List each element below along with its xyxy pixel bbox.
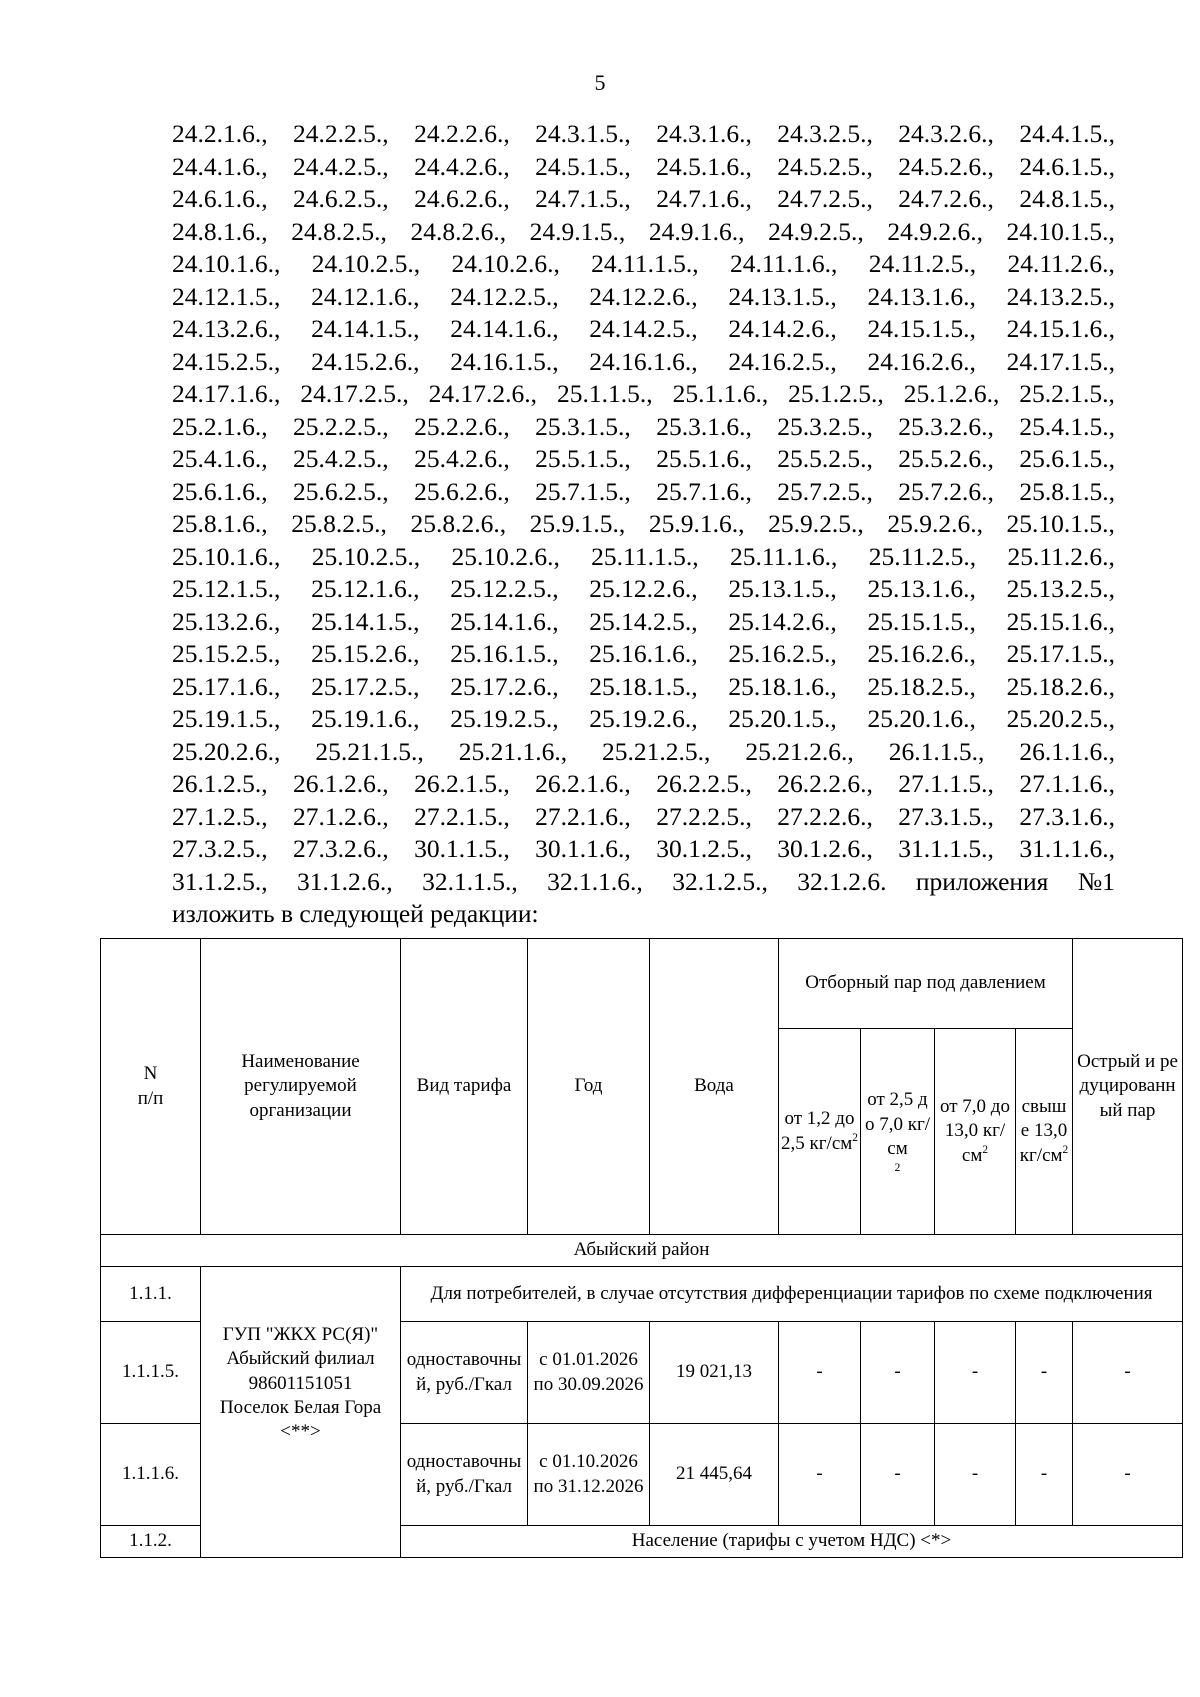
- clause-reference: 25.2.2.5.,: [293, 411, 389, 441]
- organization-name: ГУП "ЖКХ РС(Я)" Абыйский филиал 98601151051: [222, 1324, 379, 1394]
- clause-reference: №1: [1077, 866, 1115, 896]
- clause-reference: 25.11.1.5.,: [591, 541, 699, 571]
- steam-4-value: -: [1016, 1322, 1073, 1424]
- clause-reference: 24.10.2.6.,: [451, 249, 560, 278]
- clause-reference: 25.2.1.6.,: [172, 411, 268, 441]
- clause-reference: 27.3.2.5.,: [172, 834, 268, 863]
- clause-reference: 24.5.1.6.,: [656, 151, 752, 181]
- clause-reference: 25.18.2.5.,: [867, 671, 976, 701]
- clause-reference: 27.2.2.6.,: [777, 801, 873, 831]
- clause-reference: 24.9.1.5.,: [529, 216, 626, 246]
- clause-reference: 26.2.2.5.,: [656, 769, 752, 798]
- steam-2-value: -: [861, 1424, 935, 1526]
- clause-reference: 25.2.2.6.,: [414, 411, 510, 441]
- clause-reference: 26.1.1.6.,: [1019, 736, 1115, 766]
- clause-reference: 25.14.2.6.,: [728, 606, 837, 636]
- clause-reference: 24.13.2.5.,: [1006, 281, 1115, 311]
- clause-reference: 25.8.2.5.,: [291, 509, 387, 538]
- clause-reference: 24.17.2.5.,: [300, 379, 409, 408]
- clause-reference: 24.13.1.6.,: [867, 281, 976, 311]
- clause-reference: 27.3.2.6.,: [293, 834, 389, 863]
- clause-reference: 24.6.1.5.,: [1019, 151, 1115, 181]
- clause-reference: 24.3.1.6.,: [656, 119, 752, 148]
- population-group-row: Население (тарифы с учетом НДС) <*>: [401, 1526, 1183, 1558]
- clause-reference: 25.5.1.6.,: [656, 444, 752, 473]
- steam-1-value: -: [779, 1322, 861, 1424]
- clause-reference: 32.1.1.5.,: [422, 866, 518, 896]
- paragraph-line: [172, 281, 1115, 314]
- clause-reference: 25.19.2.6.,: [589, 704, 698, 733]
- clause-reference: 24.10.1.5.,: [1006, 216, 1115, 246]
- clause-reference: 26.1.1.5.,: [888, 736, 985, 766]
- clause-reference: 32.1.2.6.: [797, 866, 887, 896]
- steam-4-value: -: [1016, 1424, 1073, 1526]
- clause-reference: 25.2.1.5.,: [1019, 379, 1115, 408]
- clause-reference: 24.7.2.5.,: [777, 184, 873, 213]
- clause-reference: 25.10.2.5.,: [311, 541, 421, 571]
- clause-reference: 24.10.1.6.,: [172, 249, 281, 278]
- clause-reference: 25.13.1.6.,: [867, 574, 976, 603]
- clause-reference: 24.4.2.5.,: [293, 151, 389, 181]
- clause-reference: 27.1.2.5.,: [172, 801, 268, 831]
- clause-reference: 31.1.2.5.,: [172, 866, 268, 896]
- paragraph-line: [172, 118, 1115, 151]
- clause-reference: 24.3.2.5.,: [777, 119, 873, 148]
- clause-reference: 24.8.2.5.,: [291, 216, 387, 246]
- header-number-n: N: [143, 1063, 158, 1085]
- clause-reference: 24.6.2.5.,: [293, 184, 389, 213]
- clause-reference: 32.1.1.6.,: [547, 866, 643, 896]
- clause-reference: 25.20.1.5.,: [728, 704, 837, 733]
- clause-reference: 25.18.2.6.,: [1006, 671, 1115, 701]
- clause-reference: 30.1.1.6.,: [535, 834, 631, 863]
- clause-reference: 24.12.1.6.,: [311, 281, 420, 311]
- clause-reference: 25.13.2.6.,: [172, 606, 281, 636]
- paragraph-line: [172, 573, 1115, 606]
- clause-reference: 24.14.2.5.,: [589, 314, 698, 343]
- clause-reference: 24.15.1.6.,: [1006, 314, 1115, 343]
- clause-reference: 25.3.2.6.,: [898, 411, 994, 441]
- clause-reference: 25.11.2.5.,: [868, 541, 977, 571]
- clause-reference: 24.14.2.6.,: [728, 314, 837, 343]
- clause-reference: 24.8.2.6.,: [410, 216, 507, 246]
- clause-reference: 27.2.1.5.,: [414, 801, 510, 831]
- clause-reference: 24.9.2.6.,: [887, 216, 983, 246]
- clause-reference: 24.13.2.6.,: [172, 314, 281, 343]
- clause-reference: 26.2.2.6.,: [777, 769, 873, 798]
- clause-reference: 24.11.2.5.,: [868, 249, 977, 278]
- clause-reference: 25.13.1.5.,: [728, 574, 837, 603]
- consumer-group-row: Для потребителей, в случае отсутствия дифференциации тарифов по схеме подключения: [401, 1267, 1183, 1322]
- paragraph-line: [172, 638, 1115, 671]
- clause-reference: 24.11.1.6.,: [729, 249, 838, 278]
- paragraph-line: [172, 768, 1115, 801]
- clause-reference: 25.19.1.5.,: [172, 704, 281, 733]
- clause-reference: 25.7.2.5.,: [777, 476, 873, 506]
- clause-reference: 25.6.2.5.,: [293, 476, 389, 506]
- clause-reference: 25.3.1.6.,: [656, 411, 752, 441]
- clause-reference: 24.6.2.6.,: [414, 184, 510, 213]
- organization-cell: [201, 1267, 401, 1558]
- clause-reference: 25.15.2.5.,: [172, 639, 281, 668]
- paragraph-last-line: изложить в следующей редакции:: [172, 899, 539, 928]
- header-steam-1-sup: 2: [852, 1131, 858, 1144]
- page-number: 5: [594, 70, 606, 95]
- clause-reference: 27.1.1.5.,: [898, 769, 994, 798]
- district-row: Абыйский район: [101, 1235, 1183, 1267]
- clause-reference: 31.1.1.5.,: [898, 834, 994, 863]
- header-water: Вода: [650, 939, 779, 1235]
- clause-reference: 24.17.2.6.,: [428, 379, 538, 408]
- clause-reference: 24.16.2.6.,: [867, 346, 976, 376]
- clause-reference: 26.1.2.5.,: [172, 769, 268, 798]
- organization-note: <**>: [280, 1421, 321, 1443]
- clause-reference: 25.11.1.6.,: [729, 541, 838, 571]
- clause-reference: 25.12.2.5.,: [450, 574, 559, 603]
- clause-reference: 25.12.2.6.,: [589, 574, 698, 603]
- header-steam-group: Отборный пар под давлением: [779, 939, 1073, 1029]
- paragraph-line: [172, 443, 1115, 476]
- paragraph-line: [172, 671, 1115, 704]
- clause-reference: 25.19.2.5.,: [450, 704, 559, 733]
- clause-reference: 24.10.2.5.,: [311, 249, 421, 278]
- paragraph-line: [172, 346, 1115, 379]
- clause-reference: 27.1.1.6.,: [1019, 769, 1115, 798]
- header-tariff-type: Вид тарифа: [401, 939, 528, 1235]
- clause-reference: 25.10.1.5.,: [1006, 509, 1115, 538]
- clause-reference: 25.6.1.6.,: [172, 476, 268, 506]
- clause-reference: 25.5.1.5.,: [535, 444, 631, 473]
- clause-reference: 31.1.1.6.,: [1019, 834, 1115, 863]
- header-steam-2-label: от 2,5 до 7,0 кг/см: [864, 1089, 931, 1159]
- clause-reference: 24.12.2.5.,: [450, 281, 559, 311]
- sharp-steam-value: -: [1073, 1322, 1183, 1424]
- clause-reference: 25.9.2.5.,: [768, 509, 864, 538]
- clause-reference: 24.7.1.5.,: [535, 184, 631, 213]
- clause-reference: 24.16.1.5.,: [450, 346, 559, 376]
- water-value: 19 021,13: [650, 1322, 779, 1424]
- clause-reference: 25.21.2.5.,: [602, 736, 711, 766]
- paragraph-line: [172, 313, 1115, 346]
- clause-reference: 26.1.2.6.,: [293, 769, 389, 798]
- clause-reference: 25.12.1.6.,: [311, 574, 420, 603]
- clause-reference: 25.8.2.6.,: [410, 509, 507, 538]
- clause-reference: 26.2.1.5.,: [414, 769, 510, 798]
- header-steam-4: [1016, 1029, 1073, 1235]
- clause-reference: 25.4.1.5.,: [1019, 411, 1115, 441]
- clause-reference: 30.1.2.6.,: [777, 834, 873, 863]
- clause-reference: 24.2.2.5.,: [293, 119, 389, 148]
- clause-reference: 25.16.2.6.,: [867, 639, 976, 668]
- paragraph-line: [172, 833, 1115, 866]
- clause-reference: 24.9.1.6.,: [648, 216, 745, 246]
- paragraph-line: [172, 508, 1115, 541]
- clause-reference: 25.14.1.5.,: [311, 606, 420, 636]
- header-steam-2: [861, 1029, 935, 1235]
- clause-reference: 24.5.2.5.,: [777, 151, 873, 181]
- clause-reference: 25.11.2.6.,: [1007, 541, 1115, 571]
- paragraph-line: [172, 866, 1115, 899]
- header-organization: Наименование регулируемой организации: [201, 939, 401, 1235]
- header-steam-3-sup: 2: [982, 1143, 989, 1156]
- clause-reference: 24.13.1.5.,: [728, 281, 837, 311]
- clause-reference: 25.17.2.6.,: [450, 671, 559, 701]
- clause-reference: 25.18.1.6.,: [728, 671, 837, 701]
- header-steam-3: [935, 1029, 1016, 1235]
- clause-reference: 25.17.1.5.,: [1006, 639, 1115, 668]
- clause-reference: 25.10.1.6.,: [172, 541, 281, 571]
- paragraph-line: [172, 703, 1115, 736]
- clause-reference: 25.1.1.6.,: [672, 379, 769, 408]
- clause-reference: 25.5.2.5.,: [777, 444, 873, 473]
- clause-reference: 24.15.2.5.,: [172, 346, 281, 376]
- paragraph-line: [172, 736, 1115, 769]
- clause-reference: 25.7.2.6.,: [898, 476, 994, 506]
- clause-reference: 25.14.1.6.,: [450, 606, 559, 636]
- clause-reference: 25.15.2.6.,: [311, 639, 420, 668]
- clause-reference: 25.7.1.6.,: [656, 476, 752, 506]
- clause-reference: 25.1.2.5.,: [788, 379, 884, 408]
- clause-reference: 24.17.1.5.,: [1006, 346, 1115, 376]
- clause-reference: 24.2.1.6.,: [172, 119, 268, 148]
- header-sharp-steam: Острый и редуцированный пар: [1073, 939, 1183, 1235]
- clause-reference: 24.15.2.6.,: [311, 346, 420, 376]
- clause-reference: 24.4.2.6.,: [414, 151, 510, 181]
- period-cell: с 01.10.2026 по 31.12.2026: [528, 1424, 650, 1526]
- clause-reference: 25.8.1.6.,: [172, 509, 268, 538]
- paragraph-line: [172, 378, 1115, 411]
- amendment-paragraph: [172, 118, 1115, 931]
- clause-reference: 24.4.1.6.,: [172, 151, 268, 181]
- clause-reference: 27.1.2.6.,: [293, 801, 389, 831]
- clause-reference: 25.7.1.5.,: [535, 476, 631, 506]
- clause-reference: 24.16.1.6.,: [589, 346, 698, 376]
- clause-reference: 24.12.2.6.,: [589, 281, 698, 311]
- header-steam-3-label: от 7,0 до 13,0 кг/см: [940, 1096, 1010, 1166]
- clause-reference: 24.9.2.5.,: [768, 216, 864, 246]
- clause-reference: 25.6.2.6.,: [414, 476, 510, 506]
- clause-reference: 25.3.1.5.,: [535, 411, 631, 441]
- clause-reference: 25.8.1.5.,: [1019, 476, 1115, 506]
- water-value: 21 445,64: [650, 1424, 779, 1526]
- paragraph-line: [172, 183, 1115, 216]
- clause-reference: 25.6.1.5.,: [1019, 444, 1115, 473]
- header-steam-1: [779, 1029, 861, 1235]
- clause-reference: 25.9.1.5.,: [529, 509, 626, 538]
- clause-reference: 25.13.2.5.,: [1006, 574, 1115, 603]
- clause-reference: 25.21.2.6.,: [745, 736, 854, 766]
- paragraph-line: [172, 216, 1115, 249]
- clause-reference: 25.21.1.6.,: [458, 736, 568, 766]
- clause-reference: 24.5.1.5.,: [535, 151, 631, 181]
- clause-reference: 24.7.2.6.,: [898, 184, 994, 213]
- clause-reference: 25.4.1.6.,: [172, 444, 268, 473]
- clause-reference: 24.5.2.6.,: [898, 151, 994, 181]
- clause-reference: 24.17.1.6.,: [172, 379, 281, 408]
- clause-reference: 24.3.1.5.,: [535, 119, 631, 148]
- clause-reference: приложения: [915, 866, 1049, 896]
- clause-reference: 24.4.1.5.,: [1019, 119, 1115, 148]
- clause-reference: 25.4.2.5.,: [293, 444, 389, 473]
- steam-3-value: -: [935, 1424, 1016, 1526]
- row-number: 1.1.2.: [101, 1526, 201, 1558]
- clause-reference: 25.17.1.6.,: [172, 671, 281, 701]
- clause-reference: 27.3.1.6.,: [1019, 801, 1115, 831]
- tariff-type-cell: одноставочный, руб./Гкал: [401, 1322, 528, 1424]
- clause-reference: 27.2.1.6.,: [535, 801, 631, 831]
- paragraph-line: [172, 476, 1115, 509]
- clause-reference: 24.14.1.6.,: [450, 314, 559, 343]
- clause-reference: 26.2.1.6.,: [535, 769, 631, 798]
- clause-reference: 27.2.2.5.,: [656, 801, 752, 831]
- clause-reference: 25.3.2.5.,: [777, 411, 873, 441]
- steam-3-value: -: [935, 1322, 1016, 1424]
- clause-reference: 24.8.1.5.,: [1019, 184, 1115, 213]
- header-number-pp: п/п: [137, 1087, 164, 1109]
- paragraph-line: [172, 606, 1115, 639]
- clause-reference: 25.5.2.6.,: [898, 444, 994, 473]
- clause-reference: 25.4.2.6.,: [414, 444, 510, 473]
- clause-reference: 25.10.2.6.,: [451, 541, 560, 571]
- clause-reference: 31.1.2.6.,: [297, 866, 393, 896]
- clause-reference: 24.7.1.6.,: [656, 184, 752, 213]
- paragraph-line: [172, 411, 1115, 444]
- header-number: [101, 939, 201, 1235]
- clause-reference: 24.2.2.6.,: [414, 119, 510, 148]
- header-steam-4-label: свыше 13,0 кг/см: [1019, 1096, 1068, 1166]
- paragraph-line: [172, 801, 1115, 834]
- header-steam-1-label: от 1,2 до 2,5 кг/см: [781, 1108, 855, 1154]
- clause-reference: 30.1.2.5.,: [656, 834, 752, 863]
- clause-reference: 24.15.1.5.,: [867, 314, 976, 343]
- tariff-type-cell: одноставочный, руб./Гкал: [401, 1424, 528, 1526]
- clause-reference: 25.18.1.5.,: [589, 671, 698, 701]
- clause-reference: 25.16.1.6.,: [589, 639, 698, 668]
- clause-reference: 25.20.2.5.,: [1006, 704, 1115, 733]
- organization-settlement: Поселок Белая Гора: [219, 1396, 382, 1418]
- clause-reference: 25.20.2.6.,: [172, 736, 281, 766]
- tariff-table: [100, 938, 1183, 1558]
- clause-reference: 25.12.1.5.,: [172, 574, 281, 603]
- header-steam-2-sup: 2: [894, 1162, 901, 1175]
- clause-reference: 24.14.1.5.,: [311, 314, 420, 343]
- steam-2-value: -: [861, 1322, 935, 1424]
- clause-reference: 30.1.1.5.,: [414, 834, 510, 863]
- clause-reference: 24.16.2.5.,: [728, 346, 837, 376]
- clause-reference: 25.16.1.5.,: [450, 639, 559, 668]
- paragraph-line: [172, 541, 1115, 574]
- clause-reference: 24.11.2.6.,: [1007, 249, 1115, 278]
- clause-reference: 25.9.2.6.,: [887, 509, 983, 538]
- header-year: Год: [528, 939, 650, 1235]
- row-number: 1.1.1.6.: [101, 1424, 201, 1526]
- clause-reference: 24.8.1.6.,: [172, 216, 268, 246]
- clause-reference: 25.14.2.5.,: [589, 606, 698, 636]
- clause-reference: 24.6.1.6.,: [172, 184, 268, 213]
- clause-reference: 32.1.2.5.,: [672, 866, 768, 896]
- clause-reference: 25.19.1.6.,: [311, 704, 420, 733]
- paragraph-line: [172, 151, 1115, 184]
- clause-reference: 25.15.1.5.,: [867, 606, 976, 636]
- clause-reference: 27.3.1.5.,: [898, 801, 994, 831]
- row-number: 1.1.1.: [101, 1267, 201, 1322]
- clause-reference: 24.3.2.6.,: [898, 119, 994, 148]
- period-cell: с 01.01.2026 по 30.09.2026: [528, 1322, 650, 1424]
- clause-reference: 25.17.2.5.,: [311, 671, 420, 701]
- clause-reference: 25.15.1.6.,: [1006, 606, 1115, 636]
- steam-1-value: -: [779, 1424, 861, 1526]
- sharp-steam-value: -: [1073, 1424, 1183, 1526]
- row-number: 1.1.1.5.: [101, 1322, 201, 1424]
- clause-reference: 25.16.2.5.,: [728, 639, 837, 668]
- clause-reference: 25.20.1.6.,: [867, 704, 976, 733]
- header-steam-4-sup: 2: [1062, 1143, 1069, 1156]
- clause-reference: 25.1.1.5.,: [556, 379, 653, 408]
- clause-reference: 24.11.1.5.,: [591, 249, 699, 278]
- clause-reference: 25.9.1.6.,: [648, 509, 745, 538]
- clause-reference: 24.12.1.5.,: [172, 281, 281, 311]
- clause-reference: 25.1.2.6.,: [903, 379, 1000, 408]
- clause-reference: 25.21.1.5.,: [315, 736, 424, 766]
- paragraph-line: [172, 248, 1115, 281]
